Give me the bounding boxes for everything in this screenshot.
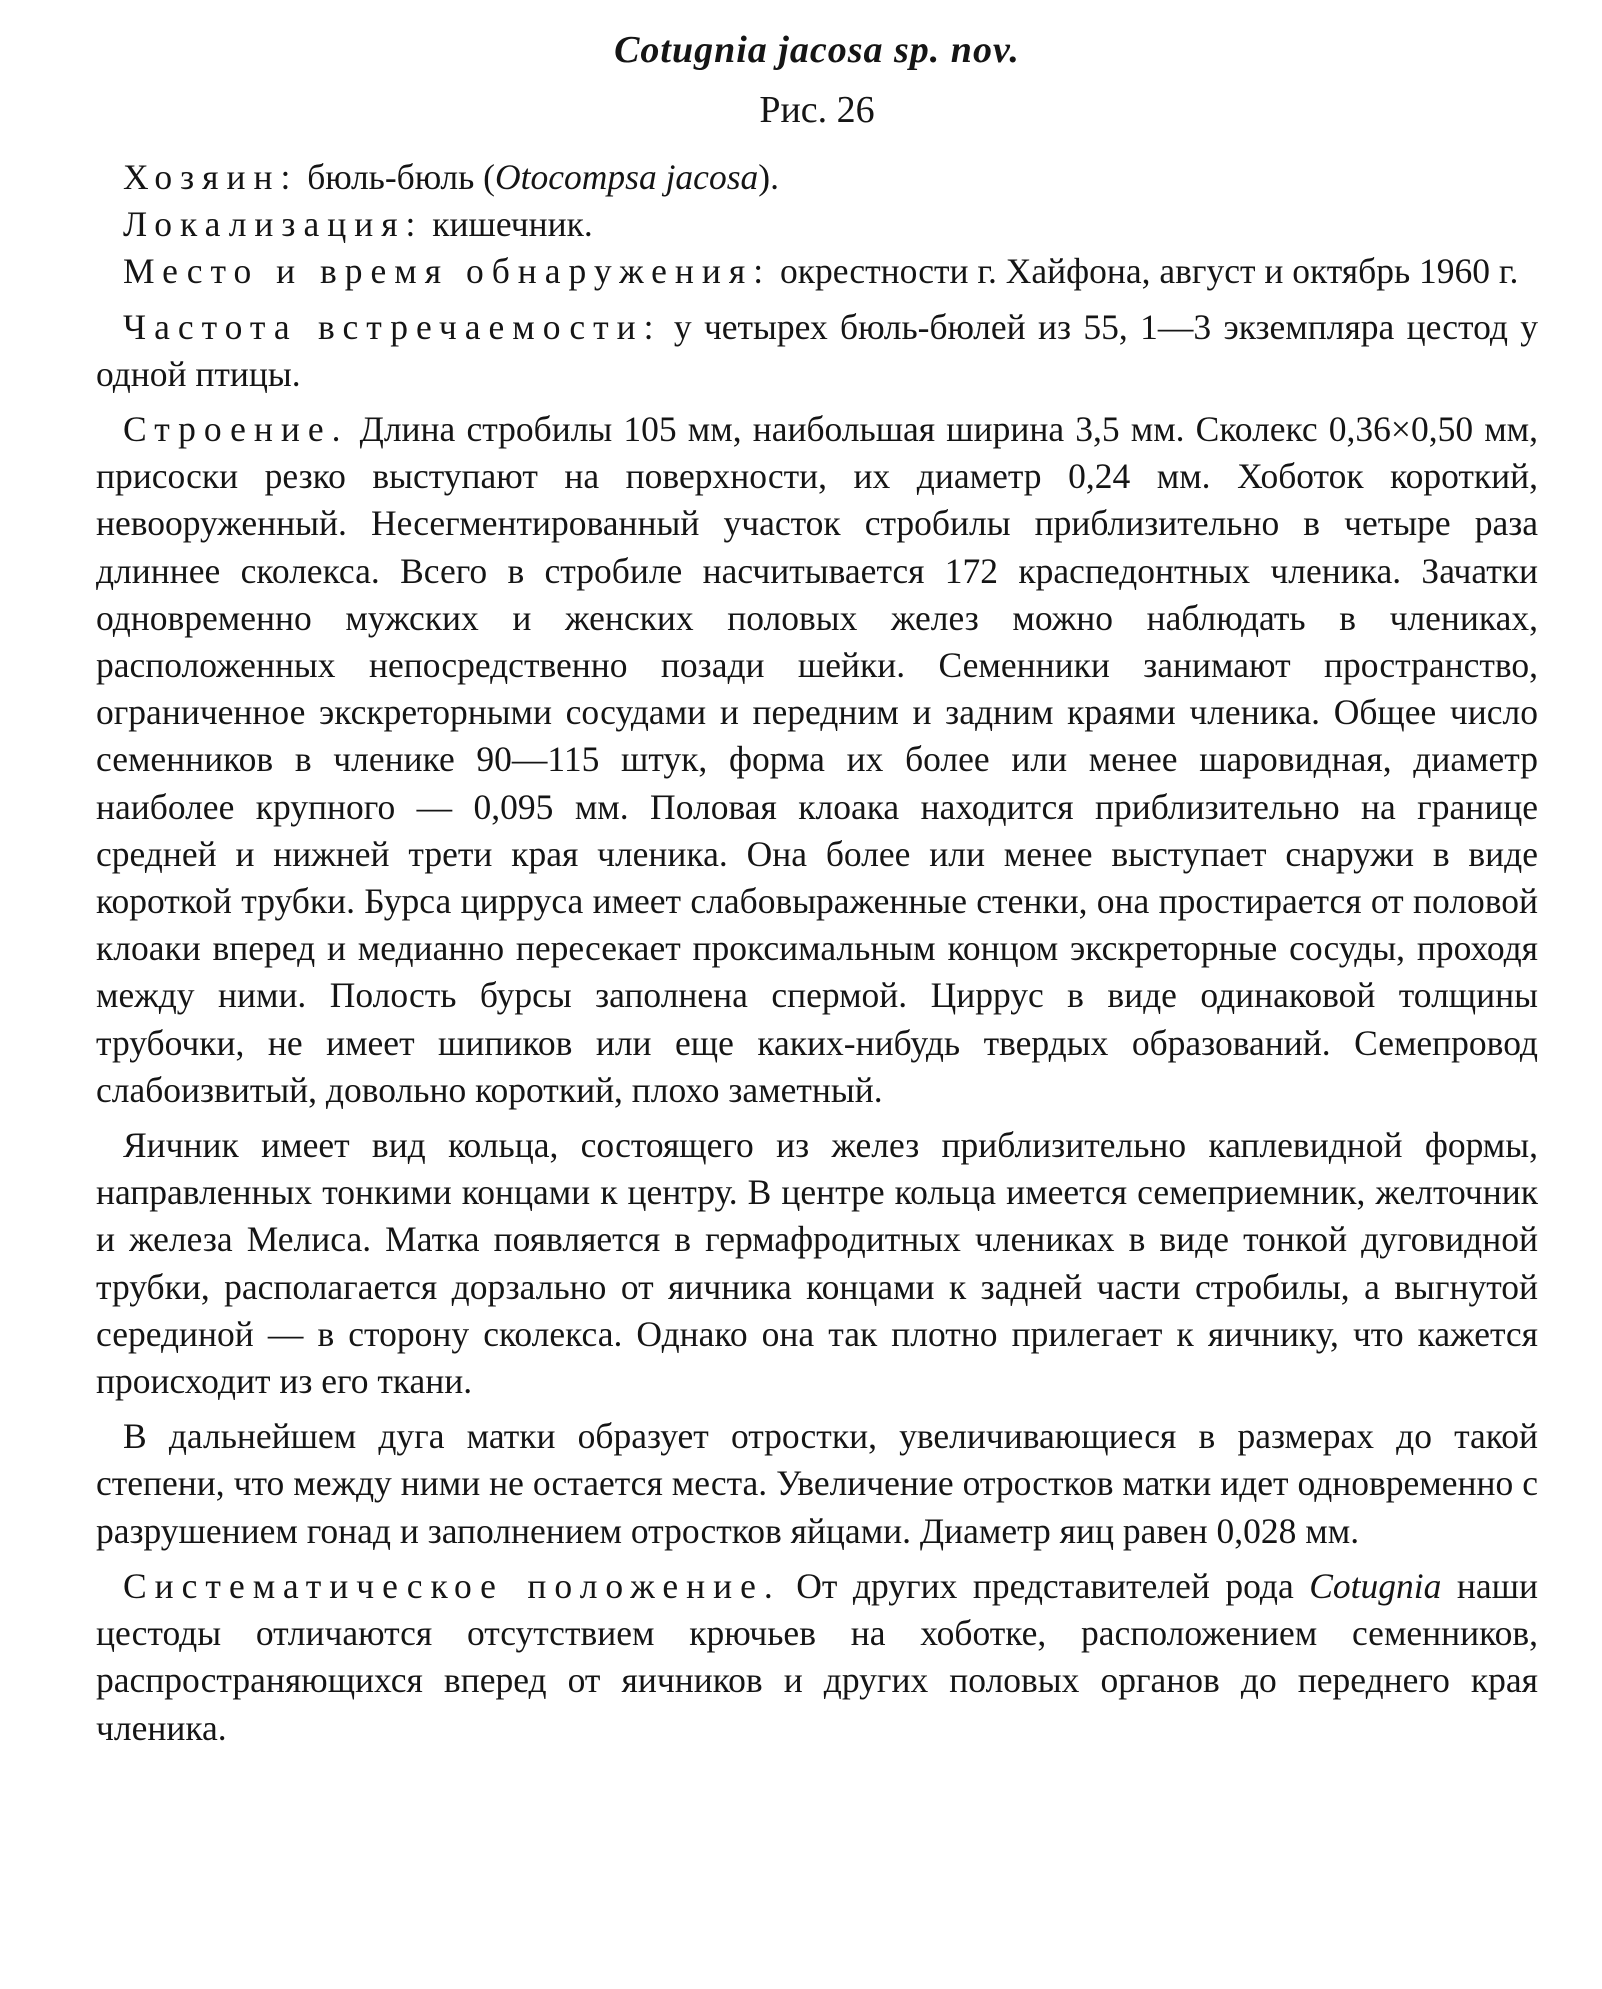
host-label: Хозяин: — [123, 157, 299, 197]
systematic-label: Систематическое положение. — [123, 1565, 781, 1606]
systematic-paragraph — [96, 1563, 1538, 1752]
structure-paragraph — [96, 406, 1538, 1114]
structure-text: Длина стробилы 105 мм, наибольшая ширина 3,5 мм. Сколекс 0,36×0,50 мм, присоски резко выступают на поверхности, их диаметр 0,24 мм. Хоботок короткий, невооруженный. Несегментированный участок стробилы приблизительно в четыре раза длиннее сколекса. Всего в стробиле насчитывается 172 краспедонтных членика. Зачатки одновременно мужских и женских половых желез можно наблюдать в члениках, расположенных непосредственно позади шейки. Семенники занимают пространство, ограниченное экскреторными сосудами и передним и задним краями членика. Общее число семенников в членике 90—115 штук, форма их более или менее шаровидная, диаметр наиболее крупного — 0,095 мм. Половая клоака находится приблизительно на границе средней и нижней трети края членика. Она более или менее выступает снаружи в виде короткой трубки. Бурса цирруса имеет слабовыраженные стенки, она простирается от половой клоаки вперед и медианно пересекает проксимальным концом экскреторные сосуды, проходя между ними. Полость бурсы заполнена спермой. Циррус в виде одинаковой толщины трубочки, не имеет шипиков или еще каких-нибудь твердых образований. Семепровод слабоизвитый, довольно короткий, плохо заметный. — [96, 409, 1538, 1110]
systematic-text-before: От других представителей рода — [796, 1565, 1294, 1606]
localization-paragraph — [96, 201, 1538, 248]
frequency-paragraph — [96, 304, 1538, 398]
structure-label: Строение. — [123, 409, 349, 450]
host-latin-name: Otocompsa jacosa — [494, 157, 759, 197]
genus-name: Cotugnia — [1309, 1565, 1442, 1606]
place-time-paragraph — [96, 248, 1538, 295]
localization-text: кишечник. — [432, 204, 593, 245]
ovary-paragraph: Яичник имеет вид кольца, состоящего из желез приблизительно каплевидной формы, направленных тонкими концами к центру. В центре кольца имеется семеприемник, желточник и железа Мелиса. Матка появляется в гермафродитных члениках в виде тонкой дуговидной трубки, располагается дорзально от яичника концами к задней части стробилы, а выгнутой серединой — в сторону сколекса. Однако она так плотно прилегает к яичнику, что кажется происходит из его ткани. — [96, 1125, 1538, 1402]
uterus-paragraph: В дальнейшем дуга матки образует отростки, увеличивающиеся в размерах до такой степени, что между ними не остается места. Увеличение отростков матки идет одновременно с разрушением гонад и заполнением отростков яйцами. Диаметр яиц равен 0,028 мм. — [96, 1416, 1538, 1551]
host-text-after: ). — [758, 157, 779, 197]
host-text-before: бюль-бюль ( — [307, 157, 495, 197]
localization-label: Локализация: — [123, 204, 424, 245]
document-page — [96, 20, 1538, 1752]
host-paragraph — [96, 154, 1538, 201]
species-title: Cotugnia jacosa sp. nov. — [614, 29, 1020, 71]
place-time-text: окрестности г. Хайфона, август и октябрь 1960 г. — [780, 251, 1519, 292]
figure-label: Рис. 26 — [759, 89, 875, 131]
place-time-label: Место и время обнаружения: — [123, 251, 772, 292]
frequency-label: Частота встречаемости: — [123, 306, 662, 347]
frequency-text: у четырех бюль-бюлей из 55, 1—3 экземпляра цестод у одной птицы. — [96, 306, 1538, 394]
systematic-text-after: наши цестоды отличаются отсутствием крючьев на хоботке, расположением семенников, распространяющихся вперед от яичников и других половых органов до переднего края членика. — [96, 1565, 1538, 1748]
